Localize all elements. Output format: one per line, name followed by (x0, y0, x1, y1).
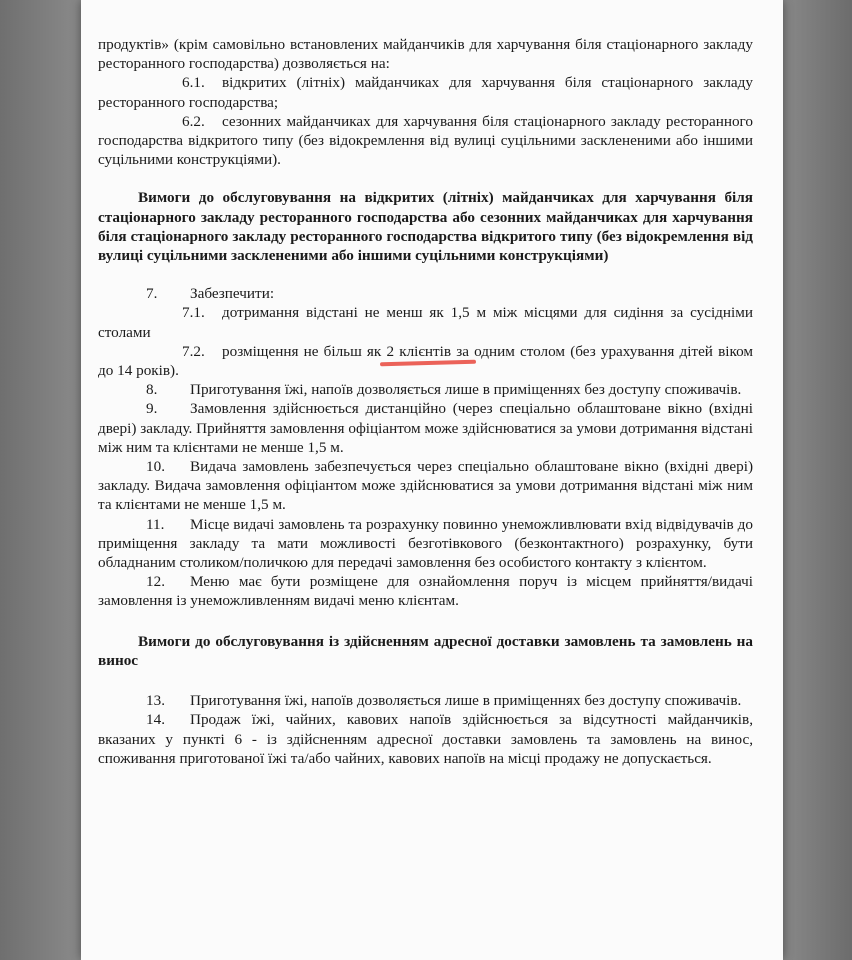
item-number: 11. (146, 515, 165, 533)
item-number: 6.2. (182, 112, 205, 130)
item-text-pre: розміщення не більш як (222, 342, 387, 360)
item-number: 6.1. (182, 74, 205, 92)
paragraph-9 (98, 399, 753, 457)
item-number: 13. (146, 692, 165, 710)
paragraph-7-2 (98, 342, 753, 380)
item-number: 7.2. (182, 342, 205, 360)
item-text: сезонних майданчиках для харчування біля стаціонарного закладу ресторанного господарства відкритого типу (без відокремлення від вулиці суцільними засклененими або іншими суцільними конструкціями). (98, 112, 753, 169)
item-text: Приготування їжі, напоїв дозволяється лише в приміщеннях без доступу споживачів. (190, 381, 742, 399)
paragraph-8 (98, 380, 753, 399)
paragraph-13 (98, 691, 753, 710)
item-text: відкритих (літніх) майданчиках для харчування біля стаціонарного закладу ресторанного господарства; (98, 74, 753, 111)
paragraph-6-1 (98, 73, 753, 111)
paragraph-14 (98, 710, 753, 768)
paragraph-12 (98, 572, 753, 610)
item-text: Забезпечити: (190, 285, 275, 303)
paragraph-6-2 (98, 112, 753, 170)
item-text: Видача замовлень забезпечується через спеціально облаштоване вікно (вхідні двері) закладу. Видача замовлення офіціантом може здійснюватися за умови дотримання відстані між ним та клієнтами не менше 1,5 м. (98, 458, 753, 514)
item-text: Продаж їжі, чайних, кавових напоїв здійснюється за відсутності майданчиків, вказаних у пункті 6 - із здійсненням адресної доставки замовлень та замовлень на винос, споживання приготованої їжі та/або чайних, кавових напоїв на місці продажу не допускається. (98, 711, 753, 767)
document-content (98, 35, 753, 768)
item-number: 14. (146, 711, 165, 729)
item-number: 7.1. (182, 304, 205, 322)
item-number: 7. (146, 285, 158, 303)
item-number: 12. (146, 573, 165, 591)
paragraph-intro: продуктів» (крім самовільно встановлених майданчиків для харчування біля стаціонарного закладу ресторанного господарства) дозволяється на: (98, 36, 753, 73)
item-number: 10. (146, 458, 165, 476)
paragraph-11 (98, 515, 753, 573)
section-heading-1: Вимоги до обслуговування на відкритих (літніх) майданчиках для харчування біля стаціонарного закладу ресторанного господарства або сезонних майданчиках для харчування біля стаціонарного закладу ресторанного господарства відкритого типу (без відокремлення від вулиці суцільними засклененими або іншими суцільними конструкціями) (98, 189, 753, 265)
item-number: 8. (146, 381, 158, 399)
item-number: 9. (146, 400, 158, 418)
item-text: Замовлення здійснюється дистанційно (через спеціально облаштоване вікно (вхідні двері) закладу. Прийняття замовлення офіціантом може здійснюватися за умови дотримання відстані між ним та клієнтами не менше 1,5 м. (98, 400, 753, 456)
paragraph-7-1 (98, 303, 753, 341)
paragraph-7 (98, 284, 753, 303)
item-text: дотримання відстані не менш як 1,5 м між місцями для сидіння за сусідніми столами (98, 304, 753, 341)
item-text-post: одним столом (без урахування дітей віком до 14 років). (98, 342, 753, 380)
item-text: Місце видачі замовлень та розрахунку повинно унеможливлювати вхід відвідувачів до приміщення закладу та мати можливості безготівкового (безконтактного) розрахунку, бути обладнаним столиком/поличкою для передачі замовлення без особистого контакту з клієнтом. (98, 515, 753, 572)
paragraph-10 (98, 457, 753, 515)
item-text: Меню має бути розміщене для ознайомлення поруч із місцем прийняття/видачі замовлення із унеможливленням видачі меню клієнтам. (98, 573, 753, 610)
highlight-underline-mark: 2 клієнтів за (386, 342, 469, 360)
item-text: Приготування їжі, напоїв дозволяється лише в приміщеннях без доступу споживачів. (190, 692, 742, 710)
section-heading-2: Вимоги до обслуговування із здійсненням адресної доставки замовлень та замовлень на винос (98, 632, 753, 669)
